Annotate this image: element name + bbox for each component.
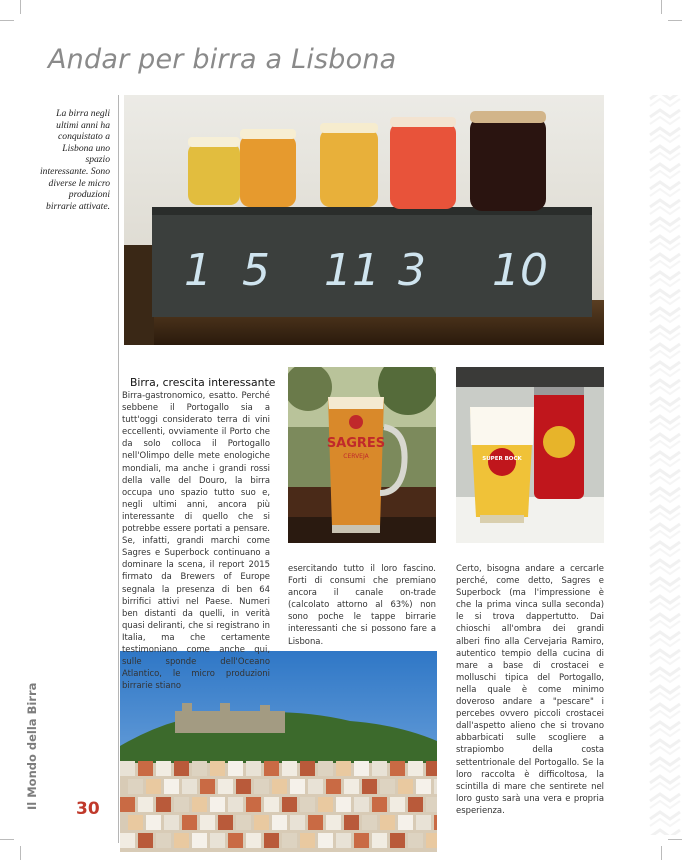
- building: [282, 761, 297, 776]
- building: [146, 815, 161, 830]
- building: [290, 779, 305, 794]
- paddle-number: 1: [184, 245, 212, 296]
- article-column-1: Birra-gastronomico, esatto. Perché sebbene il Portogallo sia a tutt'oggi considerato terra di vini eccellenti, ovviamente il Porto che da solo colloca il Portogallo nell'Olimpo delle mete enologiche mondiali, ma anche i grandi rossi della valle del Douro, la birra occupa uno spazio tutto suo e, negli ultimi anni, ancora più interessante di quello che si potrebbe essere portati a pensare. Se, infatti, grandi marchi come Sagres e Superbock continuano a dominare la scena, il report 2015 firmato da Brewers of Europe segnala la presenza di ben 64 birrifici attivi nel Paese. Numeri ben distanti da quelli, in verità quasi deliranti, che si registrano in Italia, ma che certamente testimoniano come anche qui, sulle sponde dell'Oceano Atlantico, le micro produzioni birrarie stiano: [122, 390, 270, 691]
- crop-mark: [0, 20, 14, 21]
- crop-mark: [20, 0, 21, 14]
- building: [434, 815, 437, 830]
- building: [182, 815, 197, 830]
- building: [200, 779, 215, 794]
- building: [390, 797, 405, 812]
- building: [138, 761, 153, 776]
- building: [120, 833, 135, 848]
- building: [290, 815, 305, 830]
- building: [372, 833, 387, 848]
- building: [264, 797, 279, 812]
- building: [210, 761, 225, 776]
- beer-flight-photo: [124, 95, 604, 345]
- building: [236, 815, 251, 830]
- building: [308, 779, 323, 794]
- building: [192, 761, 207, 776]
- building: [426, 797, 437, 812]
- column-divider: [118, 95, 119, 843]
- page-number: 30: [76, 799, 100, 819]
- building: [326, 779, 341, 794]
- building: [336, 761, 351, 776]
- building: [354, 797, 369, 812]
- crop-mark: [20, 846, 21, 860]
- building: [300, 833, 315, 848]
- building: [408, 761, 423, 776]
- building: [156, 833, 171, 848]
- building: [228, 833, 243, 848]
- building: [344, 779, 359, 794]
- superbock-beer-photo: [456, 367, 604, 543]
- section-subheading: Birra, crescita interessante: [130, 376, 276, 389]
- building: [380, 779, 395, 794]
- decorative-pattern: [648, 0, 682, 860]
- paddle-number: 10: [492, 245, 548, 296]
- building: [390, 761, 405, 776]
- building: [218, 779, 233, 794]
- building: [164, 815, 179, 830]
- building: [398, 779, 413, 794]
- building: [192, 833, 207, 848]
- building: [254, 815, 269, 830]
- magazine-name-vertical: [25, 682, 45, 810]
- building: [228, 761, 243, 776]
- building: [272, 815, 287, 830]
- building: [390, 833, 405, 848]
- building: [354, 761, 369, 776]
- building: [246, 797, 261, 812]
- building: [300, 761, 315, 776]
- building: [272, 779, 287, 794]
- building: [318, 761, 333, 776]
- building: [120, 761, 135, 776]
- building: [426, 833, 437, 848]
- building: [128, 779, 143, 794]
- building: [210, 797, 225, 812]
- building: [282, 833, 297, 848]
- building: [192, 797, 207, 812]
- paddle-number: 3: [398, 245, 426, 296]
- sagres-beer-photo: [288, 367, 436, 543]
- building: [156, 797, 171, 812]
- paddle-number: 5: [242, 245, 270, 296]
- building: [416, 815, 431, 830]
- magazine-name: Il Mondo della Birra: [25, 682, 39, 810]
- building: [174, 833, 189, 848]
- page-title: Andar per birra a Lisbona: [48, 44, 397, 75]
- building: [138, 797, 153, 812]
- building: [380, 815, 395, 830]
- photo-caption: La birra negli ultimi anni ha conquistato a Lisbona uno spazio interessante. Sono diverse le micro produzioni birrarie attivate.: [40, 108, 110, 212]
- article-column-2: esercitando tutto il loro fascino. Forti di consumi che premiano ancora il canale on-trade (calcolato attorno al 63%) non sono poche le tappe birrarie interessanti che si possono fare a Lisbona.: [288, 563, 436, 646]
- building: [408, 833, 423, 848]
- building: [210, 833, 225, 848]
- building: [174, 761, 189, 776]
- building: [246, 833, 261, 848]
- building: [300, 797, 315, 812]
- building: [264, 833, 279, 848]
- building: [282, 797, 297, 812]
- building: [128, 815, 143, 830]
- building: [138, 833, 153, 848]
- paddle-number: 11: [324, 245, 380, 296]
- sagres-sub-text: CERVEJA: [343, 453, 369, 460]
- building: [372, 761, 387, 776]
- sagres-logo-text: SAGRES: [326, 436, 386, 451]
- building: [354, 833, 369, 848]
- crop-mark: [0, 839, 14, 840]
- superbock-logo-text: SUPER BOCK: [482, 456, 522, 462]
- building: [362, 815, 377, 830]
- building: [326, 815, 341, 830]
- building: [246, 761, 261, 776]
- building: [236, 779, 251, 794]
- building: [398, 815, 413, 830]
- building: [146, 779, 161, 794]
- building: [362, 779, 377, 794]
- article-column-3: Certo, bisogna andare a cercarle perché, come detto, Sagres e Superbock (ma l'impressione è che la prima vinca sulla seconda) le si trova dappertutto. Dai chioschi all'ombra dei grandi alberi fino alla Cervejaria Ramiro, autentico tempio della cucina di mare a base di crostacei e molluschi tipica del Portogallo, nella quale è come minimo doveroso andare a "pescare" i percebes ovvero piccoli crostacei dall'aspetto alieno che si trovano abbarbicati sulle scogliere a strapiombo della costa settentrionale del Portogallo. Se la loro raccolta è difficoltosa, la scintilla di mare che sentirete nel loro gusto sarà una vera e propria esperienza.: [456, 563, 604, 815]
- building: [336, 797, 351, 812]
- building: [174, 797, 189, 812]
- building: [416, 779, 431, 794]
- building: [336, 833, 351, 848]
- building: [200, 815, 215, 830]
- building: [182, 779, 197, 794]
- building: [318, 833, 333, 848]
- building: [344, 815, 359, 830]
- building: [164, 779, 179, 794]
- building: [426, 761, 437, 776]
- building: [434, 779, 437, 794]
- building: [228, 797, 243, 812]
- building: [156, 761, 171, 776]
- building: [308, 815, 323, 830]
- building: [264, 761, 279, 776]
- building: [218, 815, 233, 830]
- building: [254, 779, 269, 794]
- building: [318, 797, 333, 812]
- building: [408, 797, 423, 812]
- building: [120, 797, 135, 812]
- building: [372, 797, 387, 812]
